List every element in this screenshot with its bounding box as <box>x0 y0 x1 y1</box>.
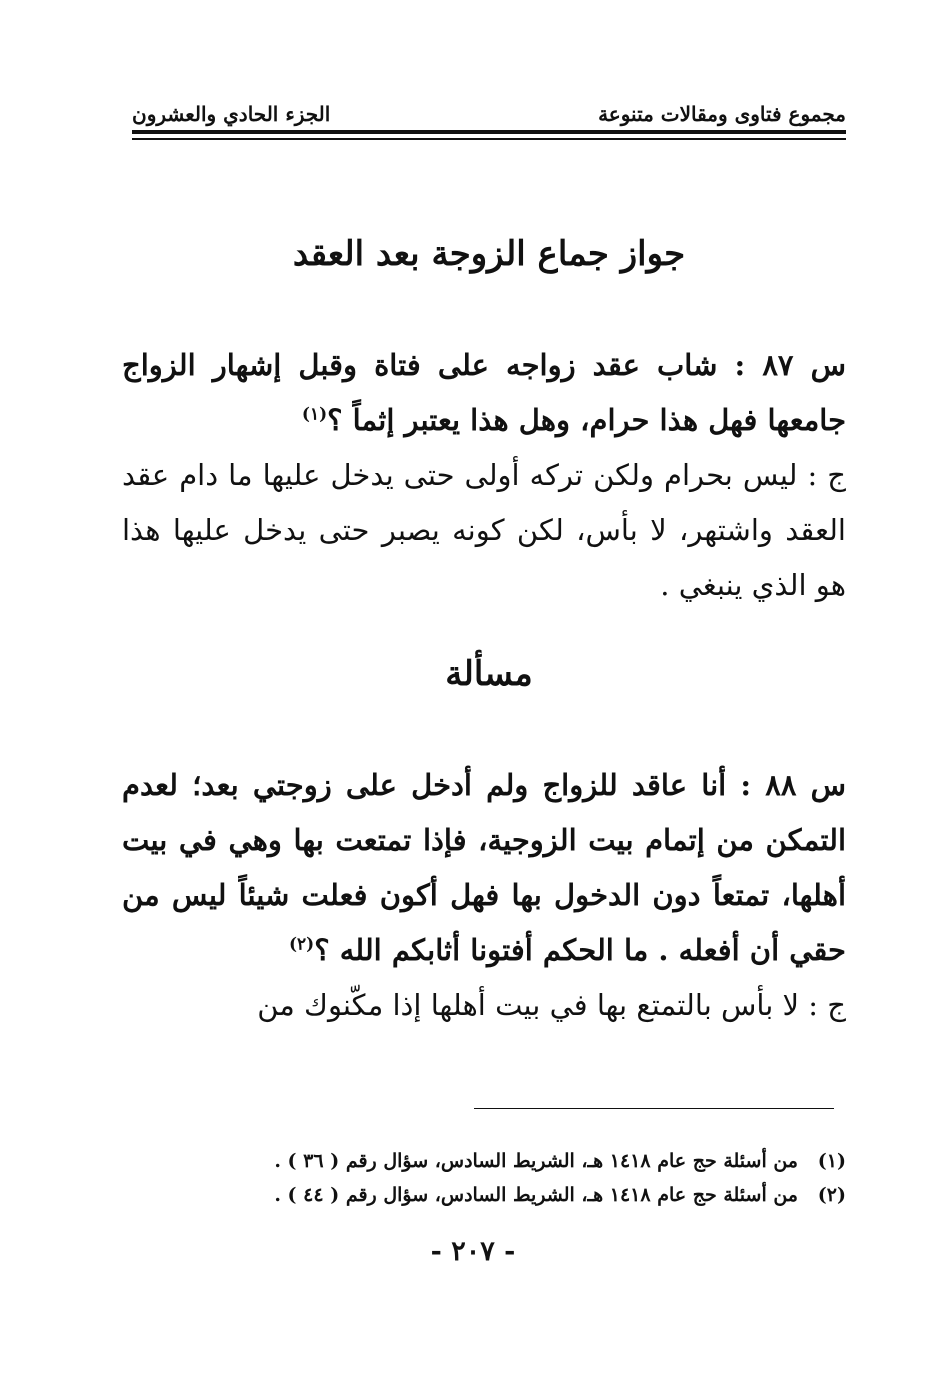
footnote-item <box>130 1178 846 1212</box>
footnote-rule <box>474 1108 834 1109</box>
footnotes <box>130 1144 846 1212</box>
question-text: شاب عقد زواجه على فتاة وقبل إشهار الزواج جامعها فهل هذا حرام، وهل هذا يعتبر إثماً ؟ <box>122 348 846 437</box>
question-text: أنا عاقد للزواج ولم أدخل على زوجتي بعد؛ لعدم التمكن من إتمام بيت الزوجية، فإذا تمتعت بها وهي في بيت أهلها، تمتعاً دون الدخول بها فهل أكون فعلت شيئاً ليس من حقي أن أفعله . ما الحكم أفتونا أثابكم الله ؟ <box>122 768 846 967</box>
footnote-ref: (١) <box>301 404 328 425</box>
section-title: جواز جماع الزوجة بعد العقد <box>292 234 686 274</box>
section-title: مسألة <box>445 654 533 694</box>
footnote-text: من أسئلة حج عام ١٤١٨ هـ، الشريط السادس، سؤال رقم ( ٤٤ ) . <box>274 1184 798 1206</box>
page-number: - ٢٠٧ - <box>430 1236 516 1267</box>
answer-label: ج : <box>808 988 846 1022</box>
question-label: س ٨٨ : <box>740 768 846 802</box>
answer-text: ليس بحرام ولكن تركه أولى حتى يدخل عليها ما دام عقد العقد واشتهر، لا بأس، لكن كونه يصبر حتى يدخل عليها هذا هو الذي ينبغي . <box>122 458 846 602</box>
footnote-number: (١) <box>817 1150 846 1172</box>
footnote-item <box>130 1144 846 1178</box>
book-title: مجموع فتاوى ومقالات متنوعة <box>598 102 846 126</box>
footnote-ref: (٢) <box>288 934 315 955</box>
answer-text: لا بأس بالتمتع بها في بيت أهلها إذا مكّنوك من <box>257 988 800 1022</box>
footnote-number: (٢) <box>817 1184 846 1206</box>
footnote-text: من أسئلة حج عام ١٤١٨ هـ، الشريط السادس، سؤال رقم ( ٣٦ ) . <box>274 1150 798 1172</box>
answer <box>122 978 846 1033</box>
qa-block <box>122 338 846 613</box>
question <box>122 338 846 448</box>
question-label: س ٨٧ : <box>734 348 846 382</box>
header-rule-thick <box>132 130 846 134</box>
answer <box>122 448 846 613</box>
qa-block <box>122 758 846 1033</box>
header-rule-thin <box>132 138 846 140</box>
question <box>122 758 846 978</box>
running-header <box>132 92 846 126</box>
volume-label: الجزء الحادي والعشرون <box>132 102 331 126</box>
answer-label: ج : <box>807 458 847 492</box>
